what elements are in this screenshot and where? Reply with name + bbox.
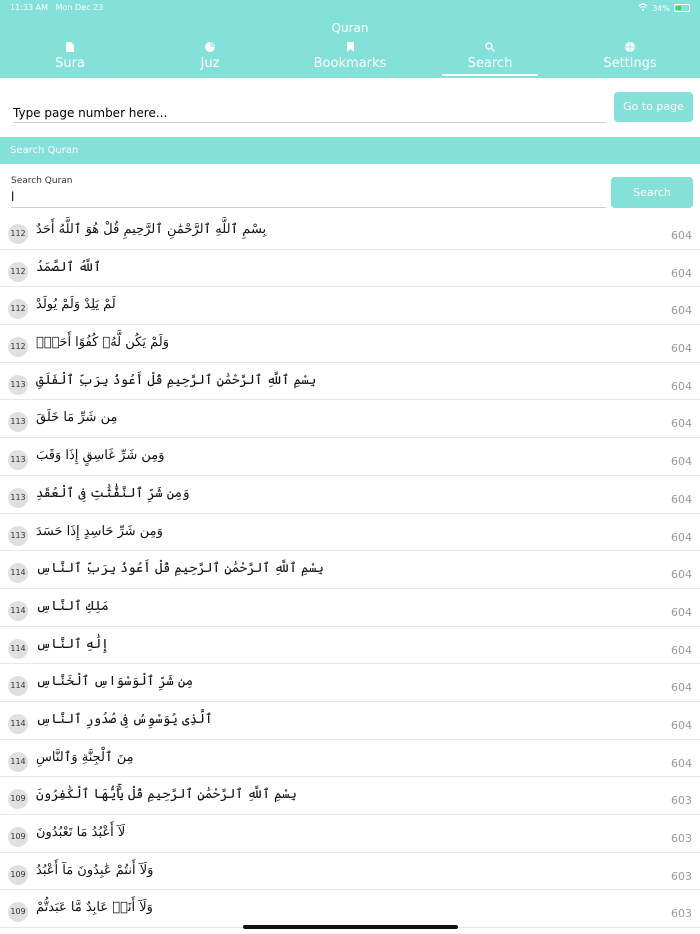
list-item[interactable]	[0, 476, 700, 514]
sura-number-badge: 112	[8, 224, 28, 244]
go-to-page-button[interactable]: Go to page	[614, 92, 693, 122]
tab-settings[interactable]	[560, 42, 700, 78]
list-item[interactable]	[0, 287, 700, 325]
page-number: 604	[671, 605, 692, 619]
ayah-text: بِسْمِ ٱللَّهِ ٱلرَّحْمَٰنِ ٱلرَّحِيمِ قُلْ هُوَ ٱللَّهُ أَحَدٌ	[36, 222, 267, 237]
list-item[interactable]	[0, 363, 700, 401]
ayah-text: بِسْمِ ٱللَّهِ ٱلرَّحْمَٰنِ ٱلرَّحِيمِ قُلْ يَٰٓأَيُّهَا ٱلْكَٰفِرُونَ	[36, 787, 297, 803]
page-number: 604	[671, 681, 692, 695]
page-number: 604	[671, 718, 692, 732]
tab-search-label: Search	[467, 56, 513, 71]
sura-number-badge: 114	[8, 676, 28, 696]
sura-number-badge: 109	[8, 827, 28, 847]
search-section-header: Search Quran	[0, 137, 700, 164]
sura-number-badge: 112	[8, 262, 28, 282]
ayah-text: ٱللَّهُ ٱلصَّمَدُ	[36, 259, 102, 275]
ayah-text: مِن شَرِّ ٱلْوَسْوَاسِ ٱلْخَنَّاسِ	[36, 674, 194, 690]
page-number-input[interactable]: Type page number here...	[13, 106, 606, 123]
home-indicator	[243, 925, 458, 929]
sura-number-badge: 112	[8, 299, 28, 319]
tab-bookmarks[interactable]	[280, 42, 420, 78]
page-title: Quran	[331, 21, 369, 35]
list-item[interactable]	[0, 400, 700, 438]
page-number: 604	[671, 304, 692, 318]
search-field-label: Search Quran	[11, 176, 73, 186]
ayah-text: وَلَمْ يَكُن لَّهُۥ كُفُوًا أَحَدٌۢ	[36, 335, 169, 351]
page-number: 603	[671, 869, 692, 883]
globe-icon	[560, 42, 700, 56]
tab-sura[interactable]	[0, 42, 140, 78]
ayah-text: لَآ أَعْبُدُ مَا تَعْبُدُونَ	[36, 825, 126, 840]
status-time-date: 11:33 AM Mon Dec 23	[10, 3, 104, 12]
page-number: 604	[671, 342, 692, 356]
ayah-text: إِلَٰهِ ٱلنَّاسِ	[36, 636, 109, 652]
sura-number-badge: 113	[8, 450, 28, 470]
page-number: 603	[671, 794, 692, 808]
ayah-text: مَلِكِ ٱلنَّاسِ	[36, 598, 109, 614]
list-item[interactable]	[0, 212, 700, 250]
sura-number-badge: 113	[8, 375, 28, 395]
pie-icon	[140, 42, 280, 56]
sura-number-badge: 109	[8, 902, 28, 922]
tab-juz-label: Juz	[200, 56, 220, 71]
ayah-text: وَلَآ أَنتُمْ عَٰبِدُونَ مَآ أَعْبُدُ	[36, 862, 154, 878]
page-number: 604	[671, 756, 692, 770]
sura-number-badge: 113	[8, 488, 28, 508]
search-panel	[0, 164, 700, 210]
list-item[interactable]	[0, 853, 700, 891]
sura-number-badge: 114	[8, 639, 28, 659]
ayah-text: وَمِن شَرِّ ٱلنَّفَّٰثَٰتِ فِى ٱلْعُقَدِ	[36, 485, 190, 501]
sura-number-badge: 112	[8, 337, 28, 357]
sura-number-badge: 109	[8, 789, 28, 809]
page-number: 603	[671, 907, 692, 921]
list-item[interactable]	[0, 890, 700, 928]
sura-number-badge: 113	[8, 526, 28, 546]
ayah-text: وَلَآ أَنَا۠ عَابِدٌ مَّا عَبَدتُّمْ	[36, 900, 153, 916]
page-number: 604	[671, 266, 692, 280]
list-item[interactable]	[0, 777, 700, 815]
app-header	[0, 0, 700, 78]
sura-number-badge: 114	[8, 714, 28, 734]
tab-bar	[0, 42, 700, 78]
list-item[interactable]	[0, 702, 700, 740]
page-number: 604	[671, 379, 692, 393]
ayah-text: مِن شَرِّ مَا خَلَقَ	[36, 410, 118, 426]
list-item[interactable]	[0, 627, 700, 665]
ayah-text: مِنَ ٱلْجِنَّةِ وَٱلنَّاسِ	[36, 749, 134, 765]
search-icon	[420, 42, 560, 56]
list-item[interactable]	[0, 325, 700, 363]
sura-number-badge: 114	[8, 601, 28, 621]
search-input[interactable]: l	[11, 190, 606, 208]
ayah-text: وَمِن شَرِّ غَاسِقٍ إِذَا وَقَبَ	[36, 448, 165, 464]
tab-search[interactable]	[420, 42, 560, 78]
tab-sura-label: Sura	[55, 56, 85, 71]
page-number: 604	[671, 492, 692, 506]
list-item[interactable]	[0, 815, 700, 853]
list-item[interactable]	[0, 551, 700, 589]
list-item[interactable]	[0, 740, 700, 778]
document-icon	[0, 42, 140, 56]
battery-percent: 34%	[652, 3, 670, 13]
page-number: 603	[671, 832, 692, 845]
page-number: 604	[671, 229, 692, 242]
list-item[interactable]	[0, 664, 700, 702]
sura-number-badge: 109	[8, 865, 28, 885]
ayah-text: لَمْ يَلِدْ وَلَمْ يُولَدْ	[36, 297, 116, 313]
ayah-text: وَمِن شَرِّ حَاسِدٍ إِذَا حَسَدَ	[36, 523, 163, 539]
bookmark-icon	[280, 42, 420, 56]
page-number: 604	[671, 568, 692, 582]
page-number: 604	[671, 530, 692, 544]
ayah-text: بِسْمِ ٱللَّهِ ٱلرَّحْمَٰنِ ٱلرَّحِيمِ قُلْ أَعُوذُ بِرَبِّ ٱلْفَلَقِ	[36, 372, 317, 388]
sura-number-badge: 114	[8, 563, 28, 583]
page-number: 604	[671, 643, 692, 657]
battery-icon	[674, 4, 690, 12]
sura-number-badge: 113	[8, 412, 28, 432]
sura-number-badge: 114	[8, 752, 28, 772]
page-number: 604	[671, 417, 692, 431]
tab-settings-label: Settings	[603, 56, 657, 71]
status-bar	[0, 3, 700, 15]
tab-juz[interactable]	[140, 42, 280, 78]
list-item[interactable]	[0, 589, 700, 627]
page-number: 604	[671, 455, 692, 469]
list-item[interactable]	[0, 514, 700, 552]
list-item[interactable]	[0, 438, 700, 476]
tab-bookmarks-label: Bookmarks	[313, 56, 387, 71]
search-button[interactable]: Search	[611, 177, 693, 208]
ayah-text: ٱلَّذِى يُوَسْوِسُ فِى صُدُورِ ٱلنَّاسِ	[36, 711, 213, 727]
status-right	[638, 3, 690, 13]
goto-page-panel	[0, 78, 700, 136]
search-results-list	[0, 212, 700, 928]
list-item[interactable]	[0, 250, 700, 288]
ayah-text: بِسْمِ ٱللَّهِ ٱلرَّحْمَٰنِ ٱلرَّحِيمِ قُلْ أَعُوذُ بِرَبِّ ٱلنَّاسِ	[36, 561, 324, 577]
wifi-icon	[638, 3, 648, 13]
